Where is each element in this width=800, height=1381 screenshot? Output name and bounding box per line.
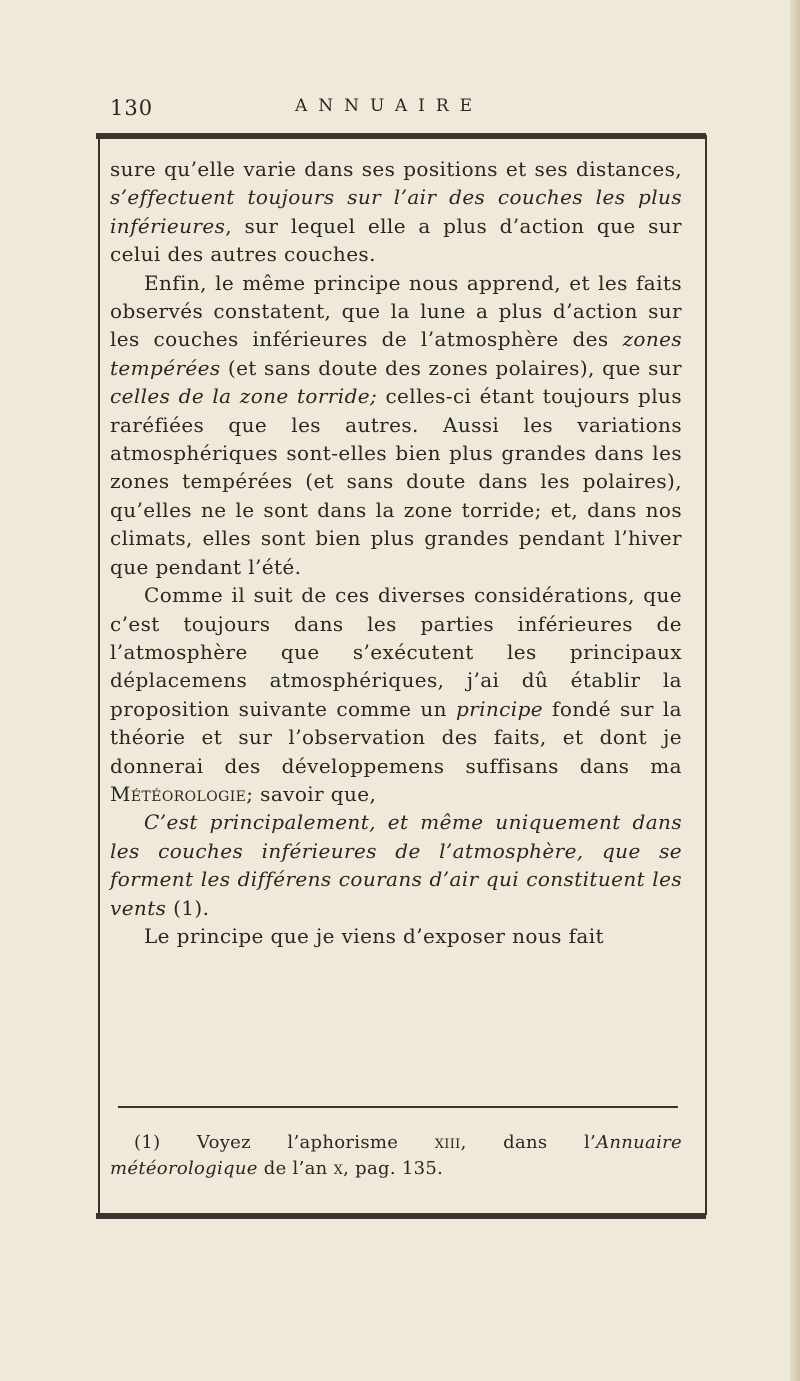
paragraph-5: Le principe que je viens d’exposer nous fait bbox=[144, 923, 604, 948]
paragraph-2: Enfin, le même principe nous apprend, et les faits observés constatent, que la lune a plus d’action sur les couches inférieures de l’atmosphère des zones tempérées (et sans doute des zones polaires), que sur celles de la zone torride; celles-ci étant toujours plus raréfiées que les autres. Aussi les variations atmosphériques sont-elles bien plus grandes dans les zones tempérées (et sans doute dans les polaires), qu’elles ne le sont dans la zone torride; et, dans nos climats, elles sont bien plus grandes pendant l’hiver que pendant l’été. bbox=[110, 270, 682, 579]
principle-statement: C’est principalement, et même uniquement dans les couches inférieures de l’atmosphère, que se forment les différens courans d’air qui constituent les vents (1). bbox=[110, 810, 682, 920]
footnote-rule bbox=[118, 1106, 678, 1108]
page-number: 130 bbox=[110, 96, 154, 120]
page-header bbox=[110, 96, 690, 126]
footnote: (1) Voyez l’aphorisme xiii, dans l’Annuaire météorologique de l’an x, pag. 135. bbox=[110, 1132, 682, 1179]
paragraph-1: sure qu’elle varie dans ses positions et ses distances, s’effectuent toujours sur l’air des couches les plus inférieures, sur lequel elle a plus d’action que sur celui des autres couches. bbox=[110, 157, 682, 267]
bottom-rule bbox=[96, 1213, 706, 1219]
running-title: ANNUAIRE bbox=[295, 96, 484, 116]
body-text bbox=[110, 155, 682, 950]
page-edge bbox=[790, 0, 800, 1381]
paragraph-3: Comme il suit de ces diverses considérations, que c’est toujours dans les parties inférieures de l’atmosphère que s’exécutent les principaux déplacemens atmosphériques, j’ai dû établir la proposition suivante comme un principe fondé sur la théorie et sur l’observation des faits, et dont je donnerai des développemens suffisans dans ma Météorologie; savoir que, bbox=[110, 583, 682, 806]
